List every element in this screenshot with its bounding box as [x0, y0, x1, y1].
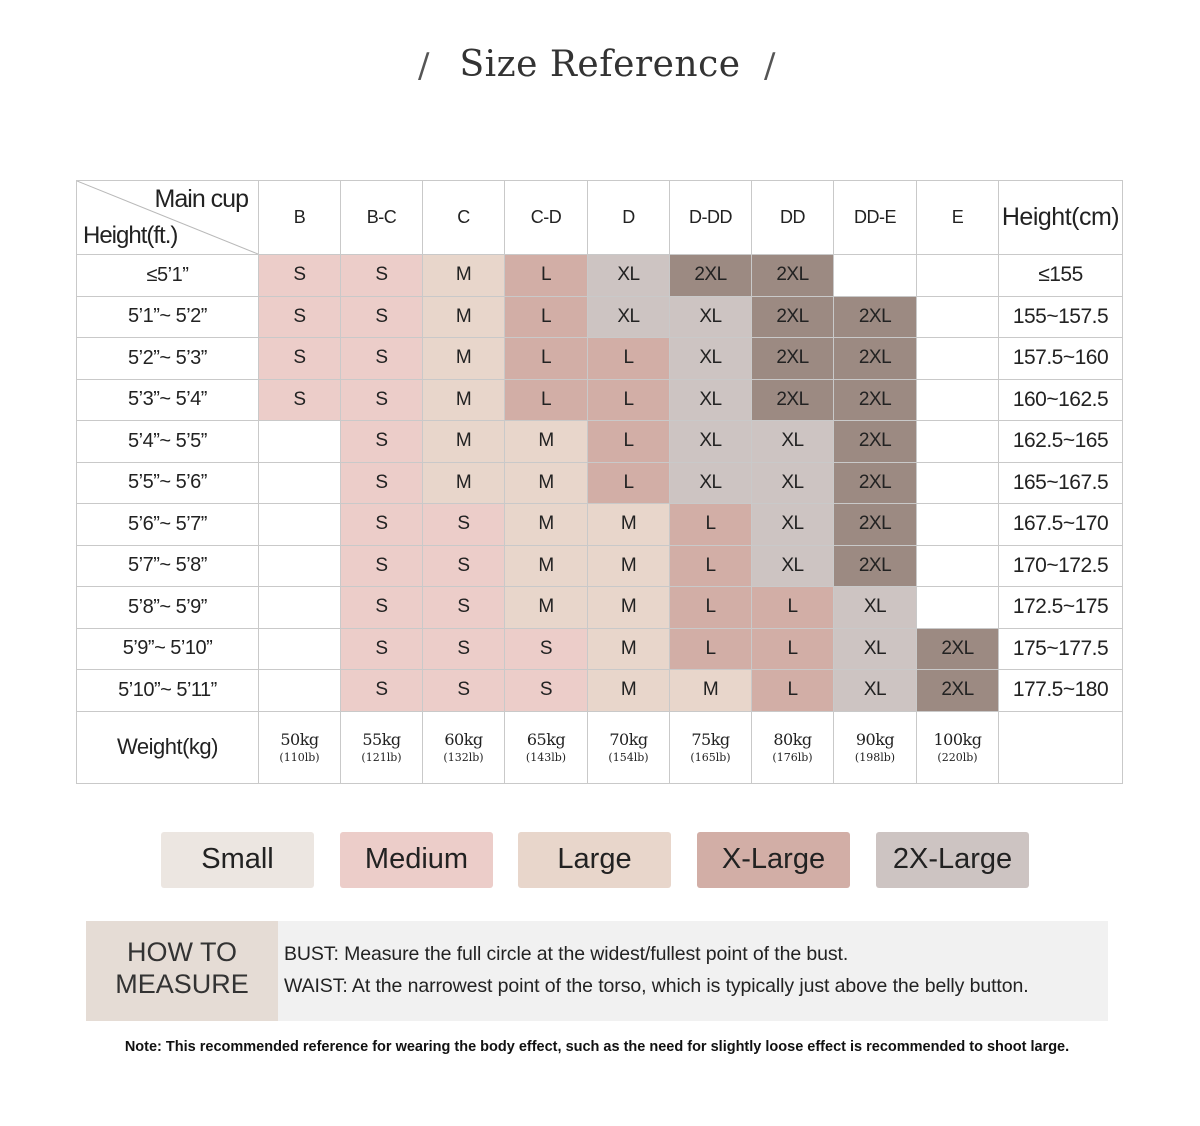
- weight-lb: (110lb): [279, 751, 320, 764]
- size-cell: 2XL: [834, 338, 917, 380]
- size-cell: [834, 255, 917, 297]
- size-chart-table: [76, 180, 1123, 784]
- size-cell: S: [259, 255, 341, 297]
- size-cell: 2XL: [752, 296, 834, 338]
- size-cell: S: [341, 338, 423, 380]
- size-cell: [917, 421, 999, 463]
- height-ft-cell: 5’9”~ 5’10”: [77, 628, 259, 670]
- table-row: [77, 338, 1123, 380]
- weight-cell: [341, 711, 423, 783]
- table-row: [77, 462, 1123, 504]
- height-cm-cell: 170~172.5: [999, 545, 1123, 587]
- size-cell: S: [423, 670, 505, 712]
- weight-kg: 55kg: [362, 730, 401, 749]
- table-row: [77, 296, 1123, 338]
- height-cm-cell: 165~167.5: [999, 462, 1123, 504]
- size-cell: S: [341, 379, 423, 421]
- size-cell: 2XL: [834, 462, 917, 504]
- bust-instruction: BUST: Measure the full circle at the widest/fullest point of the bust.: [284, 943, 849, 965]
- weight-kg: 50kg: [280, 730, 319, 749]
- size-cell: M: [423, 379, 505, 421]
- size-cell: S: [423, 628, 505, 670]
- size-cell: 2XL: [834, 421, 917, 463]
- size-cell: [917, 462, 999, 504]
- size-cell: L: [505, 296, 588, 338]
- height-cm-cell: 177.5~180: [999, 670, 1123, 712]
- cup-header: C: [423, 181, 505, 255]
- weight-cell: [259, 711, 341, 783]
- weight-kg: 60kg: [444, 730, 483, 749]
- size-cell: [259, 462, 341, 504]
- size-cell: [917, 545, 999, 587]
- size-cell: [917, 296, 999, 338]
- size-cell: L: [505, 379, 588, 421]
- size-cell: M: [423, 338, 505, 380]
- weight-kg: 80kg: [773, 730, 812, 749]
- height-cm-cell: 172.5~175: [999, 587, 1123, 629]
- size-cell: [259, 587, 341, 629]
- title-slash-left: /: [418, 46, 430, 86]
- height-ft-cell: 5’8”~ 5’9”: [77, 587, 259, 629]
- table-row: [77, 255, 1123, 297]
- size-cell: L: [588, 379, 670, 421]
- size-cell: S: [341, 504, 423, 546]
- size-cell: S: [423, 587, 505, 629]
- size-cell: [259, 421, 341, 463]
- weight-lb: (165lb): [690, 751, 731, 764]
- weight-kg: 100kg: [933, 730, 982, 749]
- weight-kg: 75kg: [691, 730, 730, 749]
- waist-instruction: WAIST: At the narrowest point of the torso, which is typically just above the belly button.: [284, 975, 1029, 997]
- cup-header: B-C: [341, 181, 423, 255]
- table-row: [77, 545, 1123, 587]
- cup-header: C-D: [505, 181, 588, 255]
- size-legend: [0, 832, 1200, 888]
- height-ft-label: Height(ft.): [83, 222, 178, 249]
- size-cell: 2XL: [752, 379, 834, 421]
- size-cell: XL: [588, 255, 670, 297]
- size-cell: L: [505, 338, 588, 380]
- weight-kg: 90kg: [855, 730, 895, 749]
- cup-header: DD: [752, 181, 834, 255]
- height-ft-cell: 5’5”~ 5’6”: [77, 462, 259, 504]
- size-cell: L: [670, 587, 752, 629]
- size-cell: M: [505, 587, 588, 629]
- size-cell: L: [670, 504, 752, 546]
- size-cell: 2XL: [834, 545, 917, 587]
- weight-lb: (143lb): [525, 751, 567, 764]
- size-cell: [259, 628, 341, 670]
- size-cell: S: [259, 338, 341, 380]
- size-cell: L: [588, 421, 670, 463]
- height-cm-cell: 157.5~160: [999, 338, 1123, 380]
- table-row: [77, 670, 1123, 712]
- weight-kg: 65kg: [526, 730, 566, 749]
- weight-cell: [588, 711, 670, 783]
- height-cm-cell: 160~162.5: [999, 379, 1123, 421]
- size-cell: S: [341, 296, 423, 338]
- size-cell: M: [423, 255, 505, 297]
- table-row: [77, 421, 1123, 463]
- size-cell: 2XL: [834, 379, 917, 421]
- size-cell: 2XL: [917, 628, 999, 670]
- size-cell: [917, 379, 999, 421]
- page-title: Size Reference: [459, 44, 741, 85]
- size-cell: S: [423, 504, 505, 546]
- height-ft-cell: 5’6”~ 5’7”: [77, 504, 259, 546]
- height-ft-cell: 5’10”~ 5’11”: [77, 670, 259, 712]
- size-cell: XL: [752, 504, 834, 546]
- height-ft-cell: 5’3”~ 5’4”: [77, 379, 259, 421]
- size-cell: S: [341, 628, 423, 670]
- height-cm-cell: 167.5~170: [999, 504, 1123, 546]
- size-cell: XL: [670, 296, 752, 338]
- size-cell: M: [423, 462, 505, 504]
- height-ft-cell: 5’1”~ 5’2”: [77, 296, 259, 338]
- weight-lb: (198lb): [854, 751, 896, 764]
- size-cell: 2XL: [752, 338, 834, 380]
- height-ft-cell: 5’2”~ 5’3”: [77, 338, 259, 380]
- size-cell: M: [588, 545, 670, 587]
- weight-cell: [670, 711, 752, 783]
- height-cm-cell: 175~177.5: [999, 628, 1123, 670]
- size-cell: M: [505, 504, 588, 546]
- how-to-measure-panel: [86, 921, 1108, 1021]
- size-cell: M: [588, 670, 670, 712]
- table-row: [77, 628, 1123, 670]
- height-cm-cell: 155~157.5: [999, 296, 1123, 338]
- size-cell: XL: [752, 421, 834, 463]
- size-cell: [917, 338, 999, 380]
- size-cell: S: [259, 296, 341, 338]
- size-cell: M: [423, 296, 505, 338]
- size-cell: XL: [834, 670, 917, 712]
- size-cell: [259, 545, 341, 587]
- legend-large: Large: [518, 832, 671, 888]
- size-cell: S: [341, 255, 423, 297]
- cup-header: E: [917, 181, 999, 255]
- size-cell: XL: [752, 462, 834, 504]
- size-cell: M: [588, 628, 670, 670]
- size-cell: XL: [834, 628, 917, 670]
- size-cell: XL: [834, 587, 917, 629]
- size-cell: XL: [588, 296, 670, 338]
- size-cell: 2XL: [917, 670, 999, 712]
- legend-2x-large: 2X-Large: [876, 832, 1029, 888]
- size-cell: 2XL: [670, 255, 752, 297]
- weight-header: Weight(kg): [77, 711, 259, 783]
- weight-lb: (176lb): [772, 751, 813, 764]
- cup-header: D: [588, 181, 670, 255]
- legend-x-large: X-Large: [697, 832, 850, 888]
- size-cell: M: [505, 462, 588, 504]
- cup-header: DD-E: [834, 181, 917, 255]
- title-row: [0, 42, 1200, 102]
- main-cup-label: Main cup: [154, 185, 248, 213]
- size-cell: L: [752, 628, 834, 670]
- footer-note: Note: This recommended reference for wearing the body effect, such as the need for slightly loose effect is recommended to shoot large.: [124, 1039, 1070, 1055]
- size-cell: [917, 504, 999, 546]
- size-cell: S: [341, 545, 423, 587]
- size-cell: S: [341, 587, 423, 629]
- height-cm-cell: 162.5~165: [999, 421, 1123, 463]
- size-cell: M: [670, 670, 752, 712]
- size-cell: XL: [670, 462, 752, 504]
- table-row: [77, 587, 1123, 629]
- size-cell: [917, 255, 999, 297]
- weight-cell: [423, 711, 505, 783]
- size-cell: M: [588, 587, 670, 629]
- weight-lb: (220lb): [937, 751, 978, 764]
- size-cell: S: [259, 379, 341, 421]
- weight-cell: [834, 711, 917, 783]
- weight-empty-cell: [999, 711, 1123, 783]
- size-cell: L: [588, 338, 670, 380]
- size-cell: S: [341, 670, 423, 712]
- size-cell: M: [423, 421, 505, 463]
- weight-row: [77, 711, 1123, 783]
- size-cell: L: [588, 462, 670, 504]
- weight-cell: [917, 711, 999, 783]
- table-row: [77, 379, 1123, 421]
- size-cell: XL: [670, 338, 752, 380]
- size-cell: L: [670, 628, 752, 670]
- size-cell: L: [505, 255, 588, 297]
- size-cell: M: [505, 545, 588, 587]
- size-cell: XL: [670, 421, 752, 463]
- cup-header: B: [259, 181, 341, 255]
- size-cell: M: [588, 504, 670, 546]
- size-cell: L: [670, 545, 752, 587]
- size-cell: XL: [752, 545, 834, 587]
- weight-lb: (132lb): [443, 751, 484, 764]
- legend-small: Small: [161, 832, 314, 888]
- height-ft-cell: ≤5’1”: [77, 255, 259, 297]
- size-cell: [259, 670, 341, 712]
- table-header-row: [77, 181, 1123, 255]
- size-cell: S: [505, 670, 588, 712]
- size-cell: L: [752, 670, 834, 712]
- heading-line-2: MEASURE: [115, 969, 249, 999]
- heading-line-1: HOW TO: [126, 937, 237, 967]
- size-cell: 2XL: [834, 296, 917, 338]
- size-cell: S: [341, 462, 423, 504]
- weight-lb: (121lb): [361, 751, 402, 764]
- size-cell: L: [752, 587, 834, 629]
- title-slash-right: /: [764, 46, 776, 86]
- cup-header: D-DD: [670, 181, 752, 255]
- weight-cell: [752, 711, 834, 783]
- how-to-measure-heading: [86, 921, 278, 1021]
- size-cell: 2XL: [834, 504, 917, 546]
- size-cell: S: [341, 421, 423, 463]
- size-cell: XL: [670, 379, 752, 421]
- height-ft-cell: 5’7”~ 5’8”: [77, 545, 259, 587]
- size-cell: S: [423, 545, 505, 587]
- weight-lb: (154lb): [608, 751, 649, 764]
- table-corner-cell: [77, 181, 259, 255]
- height-cm-cell: ≤155: [999, 255, 1123, 297]
- size-cell: [917, 587, 999, 629]
- height-ft-cell: 5’4”~ 5’5”: [77, 421, 259, 463]
- height-cm-header: Height(cm): [999, 181, 1123, 255]
- weight-kg: 70kg: [609, 730, 648, 749]
- table-row: [77, 504, 1123, 546]
- legend-medium: Medium: [340, 832, 493, 888]
- size-cell: S: [505, 628, 588, 670]
- size-cell: 2XL: [752, 255, 834, 297]
- size-cell: [259, 504, 341, 546]
- weight-cell: [505, 711, 588, 783]
- size-cell: M: [505, 421, 588, 463]
